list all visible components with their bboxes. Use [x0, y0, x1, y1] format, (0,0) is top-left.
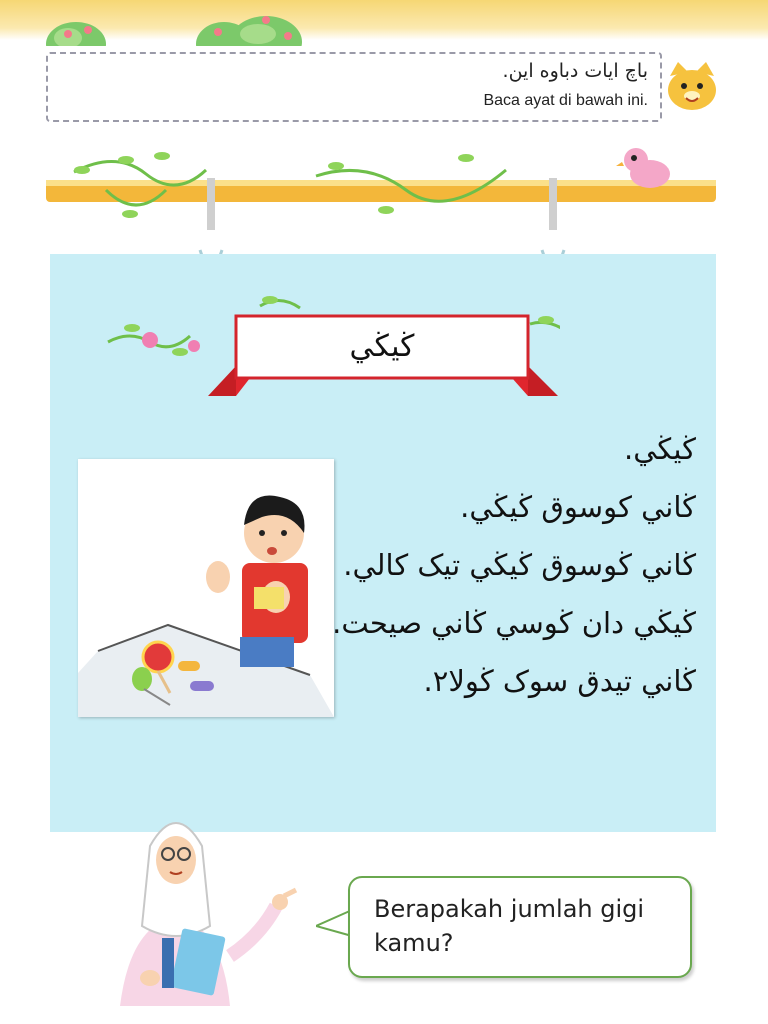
top-decorative-band	[0, 0, 768, 40]
bush-flower-icon	[194, 14, 304, 46]
reading-line: ڬيڬي.	[624, 432, 696, 466]
instruction-rumi: Baca ayat di bawah ini.	[483, 92, 648, 109]
reading-line: ڬاني تيدق سوک ڬولا٢.	[423, 664, 696, 698]
instruction-jawi: باچ ايات دباوه اين.	[502, 60, 648, 82]
speech-bubble-text: Berapakah jumlah gigi kamu?	[374, 895, 645, 957]
reading-line: ڬاني ڬوسوق ڬيڬي تيک كالي.	[343, 548, 696, 582]
illustration-boy-sweets	[78, 459, 334, 717]
reading-lines	[316, 420, 696, 710]
bird-icon	[616, 140, 676, 192]
cat-face-icon	[666, 62, 718, 114]
teacher-illustration	[80, 806, 310, 1016]
reading-line: ڬاني كوسوق ڬيڬي.	[460, 490, 696, 524]
instruction-box	[46, 52, 662, 122]
speech-bubble	[348, 876, 692, 978]
bush-flower-icon	[46, 14, 106, 46]
reading-line: ڬيڬي دان ڬوسي ڬاني صيحت.	[332, 606, 696, 640]
lesson-title: ڬيڬي	[349, 328, 415, 364]
